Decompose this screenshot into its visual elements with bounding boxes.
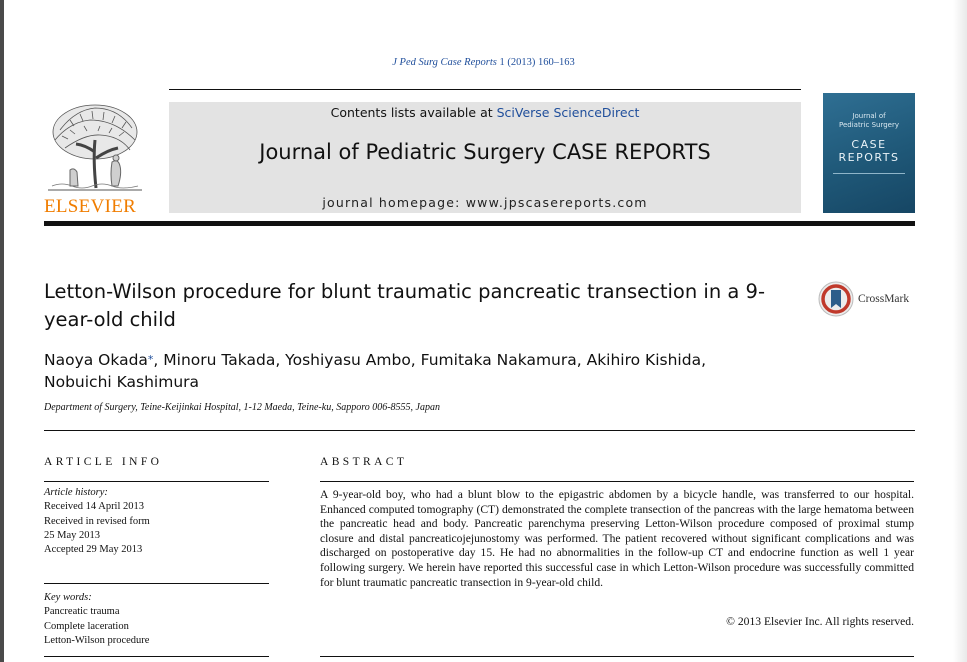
citation-rule xyxy=(169,89,801,90)
corresponding-author-mark[interactable]: * xyxy=(147,353,154,366)
cover-journal-name xyxy=(823,112,915,130)
citation-volume: 1 (2013) 160–163 xyxy=(499,57,575,68)
citation-journal: J Ped Surg Case Reports xyxy=(392,57,497,68)
keywords-bottom-rule xyxy=(44,656,269,657)
contents-prefix: Contents lists available at xyxy=(330,105,497,120)
abstract-rule xyxy=(320,481,914,482)
authors-rest: , Minoru Takada, Yoshiyasu Ambo, Fumitaka Nakamura, Akihiro Kishida, xyxy=(153,351,706,369)
crossmark-label: CrossMark xyxy=(858,293,910,305)
window-left-border xyxy=(0,0,4,662)
cover-case-reports xyxy=(823,138,915,164)
journal-citation xyxy=(0,57,967,68)
history-item: 25 May 2013 xyxy=(44,529,100,541)
cover-line1: Journal of xyxy=(852,112,886,120)
authors-line-1 xyxy=(44,349,804,371)
journal-cover-image xyxy=(823,93,915,213)
author-affiliation: Department of Surgery, Teine-Keijinkai Hospital, 1-12 Maeda, Teine-ku, Sapporo 006-8555, Japan xyxy=(44,402,440,413)
history-label: Article history: xyxy=(44,487,108,498)
cover-divider xyxy=(833,173,905,174)
crossmark-badge[interactable] xyxy=(818,281,918,321)
author-list xyxy=(44,349,804,393)
article-info-rule xyxy=(44,481,269,482)
author-corresponding[interactable]: Naoya Okada xyxy=(44,351,148,369)
cover-line3: CASE xyxy=(851,138,887,151)
history-item: Received in revised form xyxy=(44,515,150,527)
keyword-item: Pancreatic trauma xyxy=(44,606,120,618)
article-info-heading: ARTICLE INFO xyxy=(44,456,163,468)
keyword-item: Complete laceration xyxy=(44,620,129,632)
history-item: Received 14 April 2013 xyxy=(44,501,145,513)
article-history xyxy=(44,486,150,557)
elsevier-wordmark: ELSEVIER xyxy=(44,196,137,217)
keywords xyxy=(44,591,149,648)
cover-line2: Pediatric Surgery xyxy=(838,121,899,129)
affiliation-rule xyxy=(44,430,915,431)
masthead-thick-rule xyxy=(44,221,915,226)
journal-homepage-link[interactable]: journal homepage: www.jpscasereports.com xyxy=(322,195,648,210)
history-rule xyxy=(44,583,269,584)
journal-masthead xyxy=(169,102,801,213)
crossmark-icon xyxy=(818,281,854,317)
history-item: Accepted 29 May 2013 xyxy=(44,544,143,556)
article-title: Letton-Wilson procedure for blunt traumatic pancreatic transection in a 9-year-old child xyxy=(44,280,765,331)
page-shadow xyxy=(953,0,967,662)
abstract-text: A 9-year-old boy, who had a blunt blow to the epigastric abdomen by a bicycle handle, was transferred to our hospital. Enhanced computed tomography (CT) demonstrated the complete transection of the pancreas with the large hematoma between the pancreatic head and body. Pancreatic parenchyma preserving Letton-Wilson procedure composed of proximal stump closure and distal pancreaticojejunostomy was performed. The patient recovered without significant complications and was discharged on postoperative day 15. He had no abnormalities in the follow-up CT and endocrine function as well 1 year following surgery. We herein have reported this successful case in which Letton-Wilson procedure was successfully committed for blunt traumatic pancreatic transection in 9-year-old child. xyxy=(320,488,914,589)
copyright-notice: © 2013 Elsevier Inc. All rights reserved. xyxy=(726,615,914,628)
authors-line-2: Nobuichi Kashimura xyxy=(44,373,200,391)
abstract-heading: ABSTRACT xyxy=(320,456,408,468)
sciencedirect-link[interactable]: SciVerse ScienceDirect xyxy=(496,105,640,120)
contents-line xyxy=(169,105,801,120)
cover-line4: REPORTS xyxy=(838,151,900,164)
keyword-item: Letton-Wilson procedure xyxy=(44,634,150,646)
journal-title: Journal of Pediatric Surgery CASE REPORTS xyxy=(259,140,711,164)
abstract-bottom-rule xyxy=(320,656,914,657)
elsevier-tree-icon xyxy=(40,100,150,195)
keywords-label: Key words: xyxy=(44,592,92,603)
